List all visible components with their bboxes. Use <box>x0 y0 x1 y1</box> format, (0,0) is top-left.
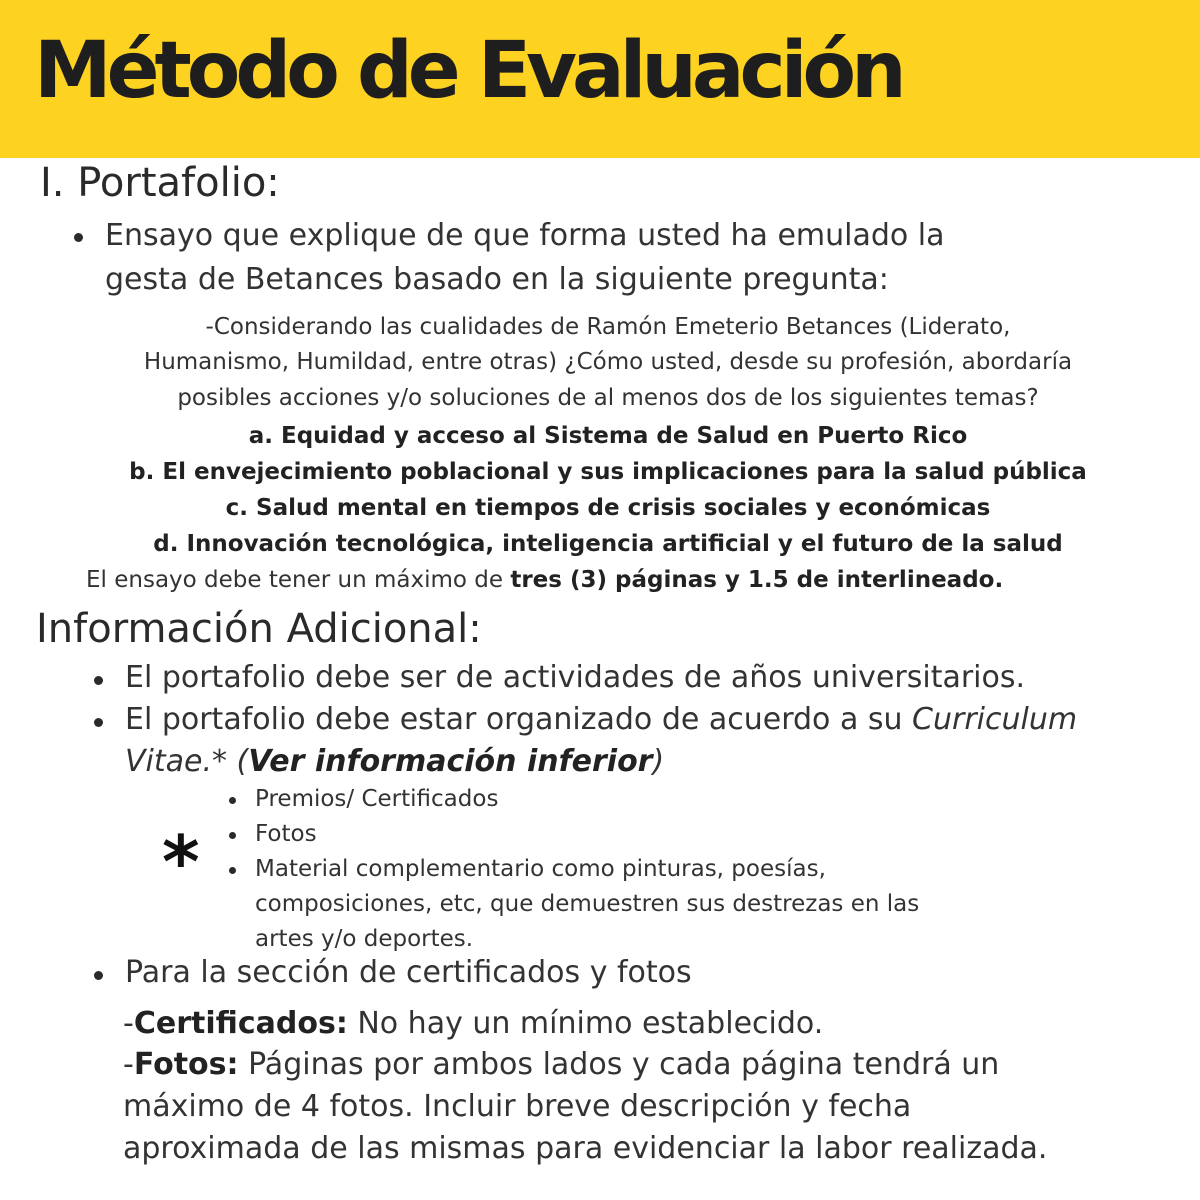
portafolio-heading: I. Portafolio: <box>40 160 280 206</box>
cv-italic: Vitae.* <box>125 744 227 779</box>
fotos-label: Fotos: <box>133 1047 239 1082</box>
subitem-premios: Premios/ Certificados <box>255 786 499 812</box>
paren-close: ) <box>652 744 665 779</box>
requirement-bold: tres (3) páginas y 1.5 de interlineado. <box>510 567 1004 593</box>
bullet-dot <box>74 233 83 242</box>
bullet-dot <box>94 971 103 980</box>
subitem-material-line3: artes y/o deportes. <box>255 926 474 952</box>
cert-text: No hay un mínimo establecido. <box>347 1006 824 1041</box>
topic-c: c. Salud mental en tiempos de crisis sociales y económicas <box>225 495 991 521</box>
question-line1: -Considerando las cualidades de Ramón Emeterio Betances (Liderato, <box>205 314 1011 340</box>
ver-informacion-link: Ver información inferior <box>248 744 653 779</box>
fotos-line2: máximo de 4 fotos. Incluir breve descripción y fecha <box>123 1089 912 1124</box>
certificados-line <box>123 1006 823 1041</box>
subitem-material-line2: composiciones, etc, que demuestren sus destrezas en las <box>255 891 920 917</box>
requirement-text: El ensayo debe tener un máximo de <box>86 567 511 593</box>
sub-bullet-dot <box>229 832 236 839</box>
subitem-fotos: Fotos <box>255 821 317 847</box>
adicional-item2-line2 <box>125 744 664 779</box>
item2-text: El portafolio debe estar organizado de acuerdo a su <box>125 702 913 737</box>
bullet-dot <box>94 676 103 685</box>
fotos-line3: aproximada de las mismas para evidenciar la labor realizada. <box>123 1131 1048 1166</box>
topic-d: d. Innovación tecnológica, inteligencia artificial y el futuro de la salud <box>153 531 1063 557</box>
fotos-text: Páginas por ambos lados y cada página tendrá un <box>238 1047 1000 1082</box>
item2-italic: Curriculum <box>912 702 1078 737</box>
sub-bullet-dot <box>229 867 236 874</box>
fotos-line1 <box>123 1047 999 1082</box>
page-title: Método de Evaluación <box>34 26 902 116</box>
title-banner <box>0 0 1200 158</box>
sub-bullet-dot <box>229 797 236 804</box>
essay-bullet-line1: Ensayo que explique de que forma usted ha emulado la <box>105 218 945 253</box>
adicional-item3: Para la sección de certificados y fotos <box>125 955 692 990</box>
adicional-item1: El portafolio debe ser de actividades de años universitarios. <box>125 660 1026 695</box>
adicional-item2-line1 <box>125 702 1077 737</box>
essay-requirement <box>86 567 1003 593</box>
topic-b: b. El envejecimiento poblacional y sus implicaciones para la salud pública <box>129 459 1087 485</box>
cert-dash: - <box>123 1006 134 1041</box>
question-line2: Humanismo, Humildad, entre otras) ¿Cómo usted, desde su profesión, abordaría <box>143 349 1073 375</box>
fotos-dash: - <box>123 1047 134 1082</box>
topic-a: a. Equidad y acceso al Sistema de Salud en Puerto Rico <box>248 423 968 449</box>
subitem-material: Material complementario como pinturas, poesías, <box>255 856 826 882</box>
question-line3: posibles acciones y/o soluciones de al menos dos de los siguientes temas? <box>177 385 1039 411</box>
asterisk-icon: * <box>162 820 200 904</box>
essay-bullet-line2: gesta de Betances basado en la siguiente pregunta: <box>105 262 889 297</box>
adicional-heading: Información Adicional: <box>36 606 482 652</box>
paren-open: ( <box>227 744 249 779</box>
cert-label: Certificados: <box>133 1006 348 1041</box>
bullet-dot <box>94 718 103 727</box>
